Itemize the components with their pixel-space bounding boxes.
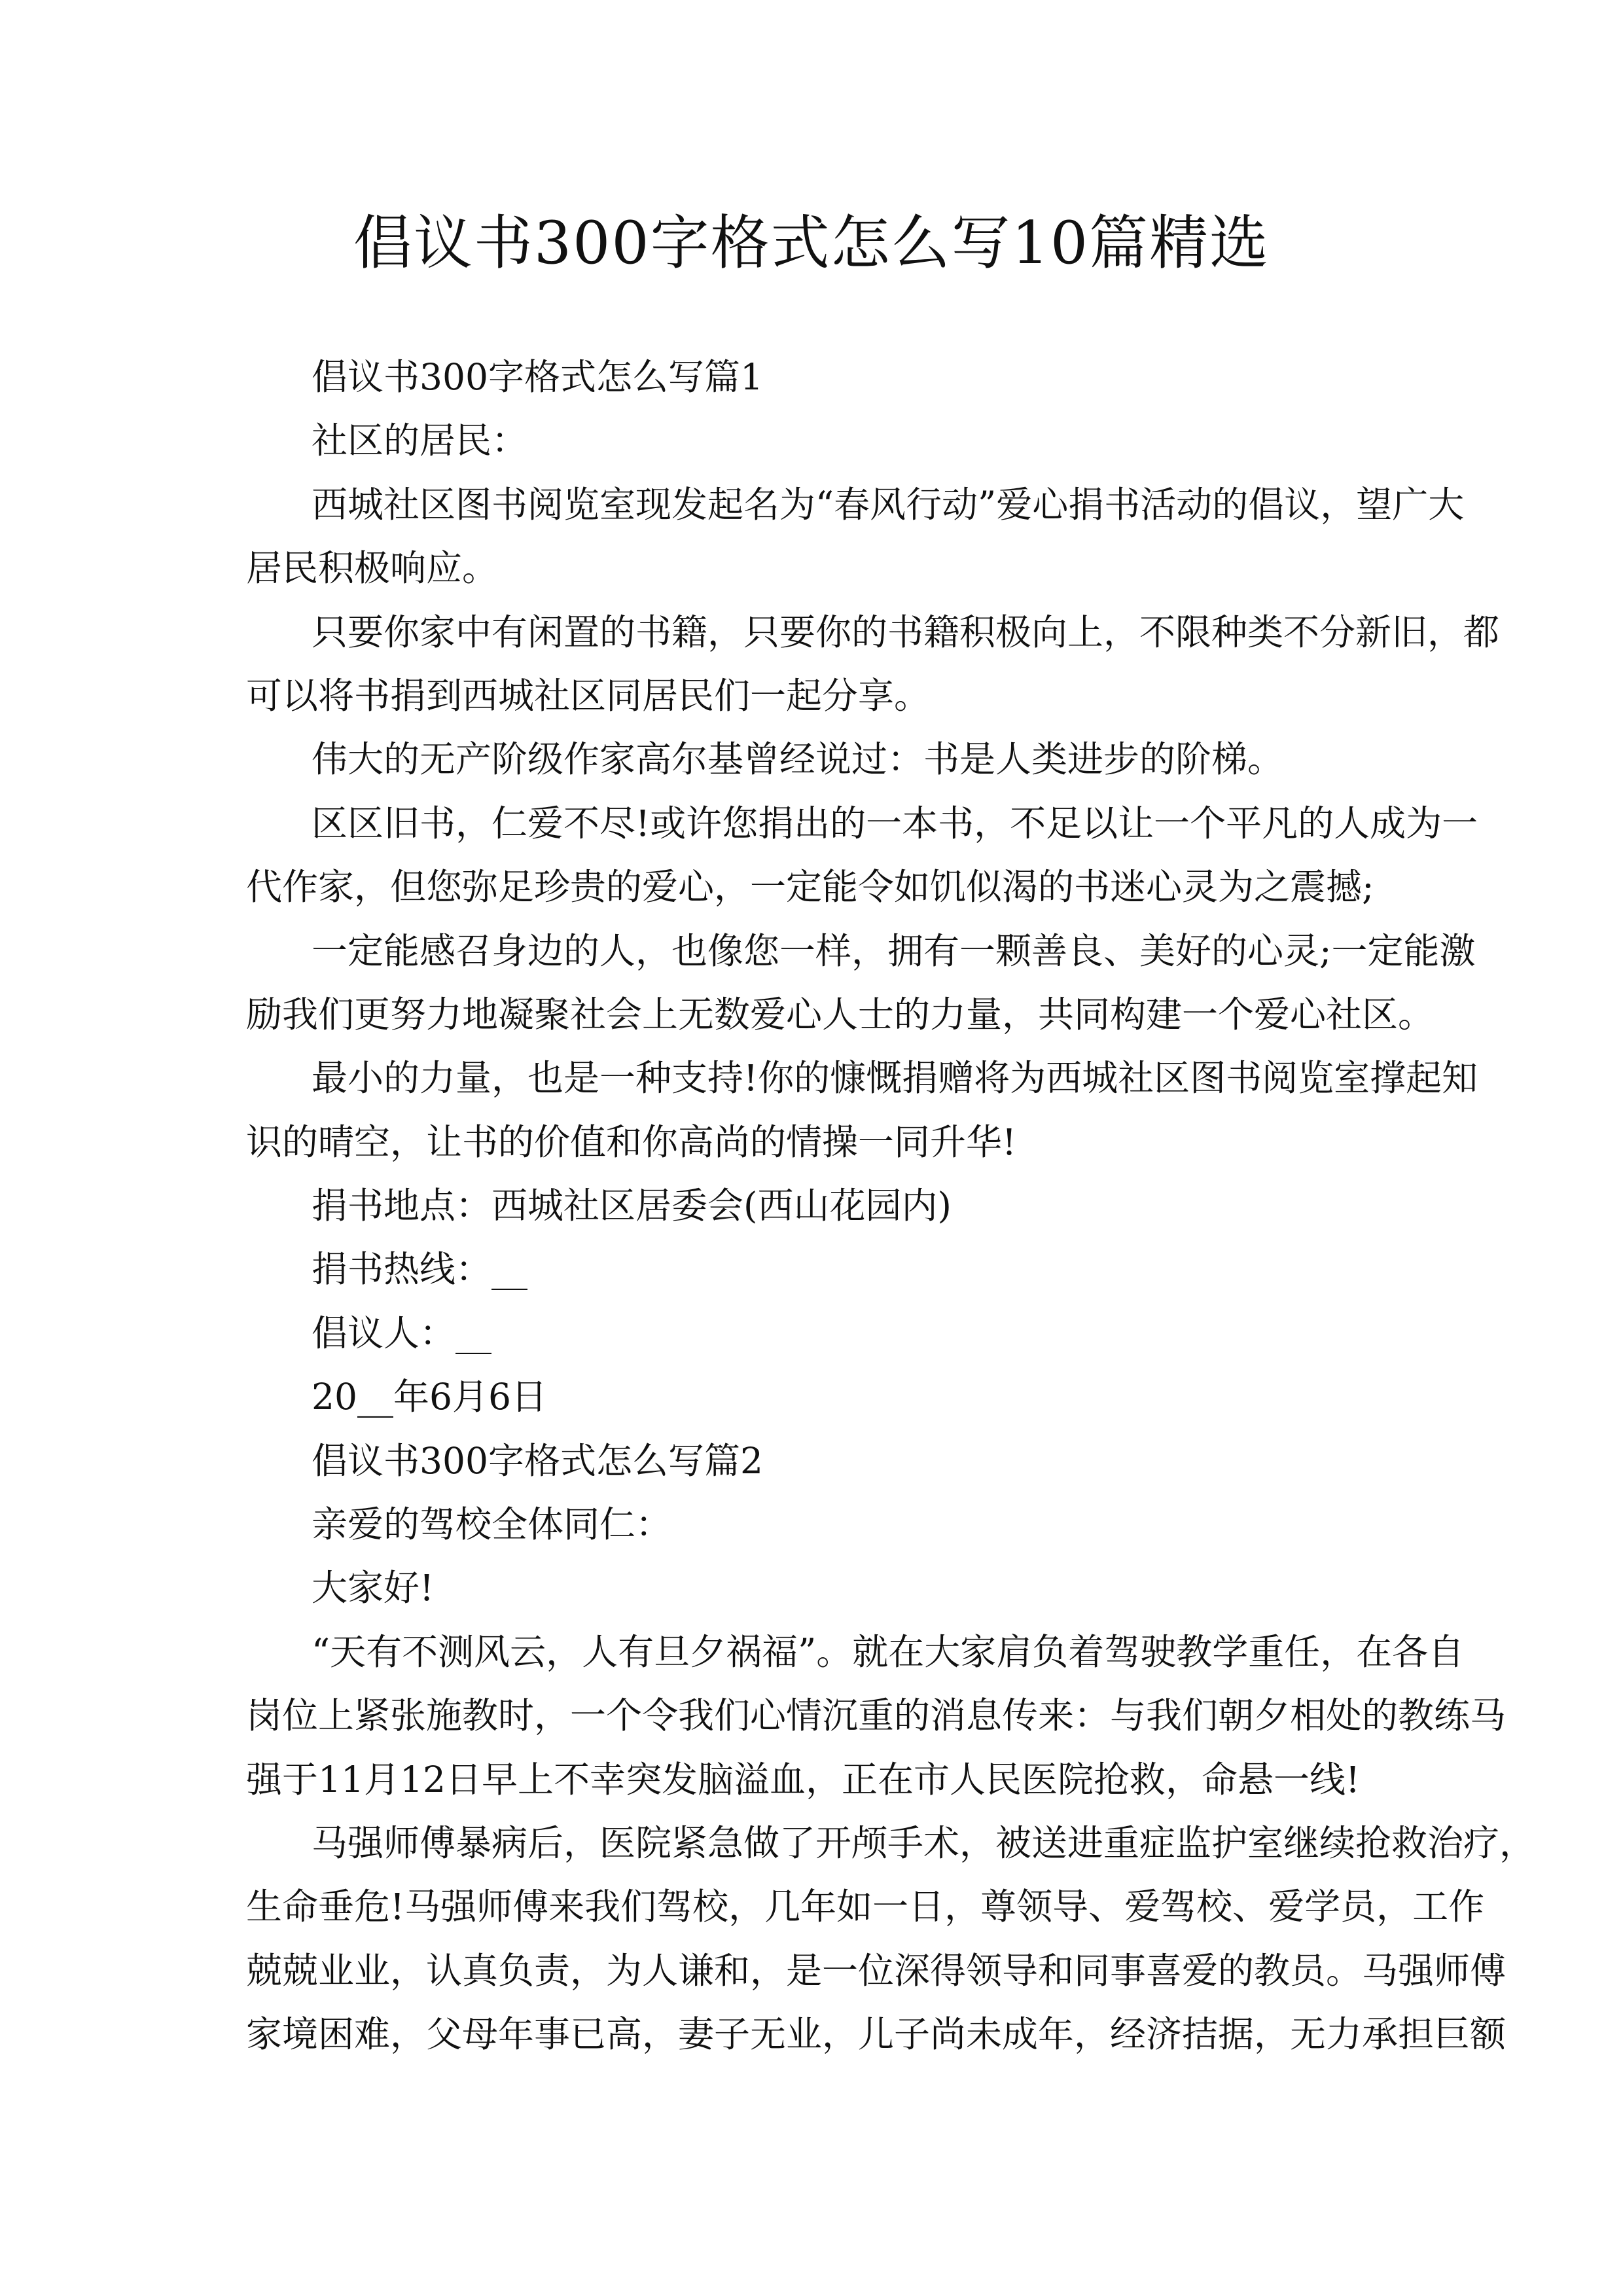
text-line: 亲爱的驾校全体同仁： xyxy=(312,1503,672,1546)
text-line: 20__年6月6日 xyxy=(312,1376,547,1418)
paragraph xyxy=(246,1174,1377,1238)
paragraph xyxy=(246,1302,1377,1365)
paragraph xyxy=(246,1621,1507,1812)
text-line: 居民积极响应。 xyxy=(246,547,499,590)
text-line: 兢兢业业，认真负责，为人谦和，是一位深得领导和同事喜爱的教员。马强师傅 xyxy=(246,1949,1507,1992)
paragraph xyxy=(246,601,1500,728)
text-line: 马强师傅暴病后，医院紧急做了开颅手术，被送进重症监护室继续抢救治疗， xyxy=(312,1821,1536,1864)
text-line: 一定能感召身边的人，也像您一样，拥有一颗善良、美好的心灵;一定能激 xyxy=(312,929,1476,972)
text-line: 岗位上紧张施教时，一个令我们心情沉重的消息传来：与我们朝夕相处的教练马 xyxy=(246,1695,1507,1737)
paragraph xyxy=(246,728,1377,791)
paragraph xyxy=(246,1812,1536,2067)
text-line: 倡议书300字格式怎么写篇2 xyxy=(312,1439,763,1482)
text-line: “天有不测风云，人有旦夕祸福”。就在大家肩负着驾驶教学重任，在各自 xyxy=(312,1630,1465,1673)
text-line: 倡议人：__ xyxy=(312,1312,492,1354)
text-line: 可以将书捐到西城社区同居民们一起分享。 xyxy=(246,674,931,717)
text-line: 代作家，但您弥足珍贵的爱心，一定能令如饥似渴的书迷心灵为之震撼; xyxy=(246,866,1374,908)
text-line: 只要你家中有闲置的书籍，只要你的书籍积极向上，不限种类不分新旧，都 xyxy=(312,611,1500,653)
text-line: 大家好! xyxy=(312,1567,435,1609)
text-line: 家境困难，父母年事已高，妻子无业，儿子尚未成年，经济拮据，无力承担巨额 xyxy=(246,2013,1507,2056)
paragraph xyxy=(246,1493,1377,1556)
text-line: 捐书地点：西城社区居委会(西山花园内) xyxy=(312,1185,952,1227)
text-line: 西城社区图书阅览室现发起名为“春风行动”爱心捐书活动的倡议，望广大 xyxy=(312,483,1465,526)
paragraph xyxy=(246,1238,1377,1301)
text-line: 捐书热线：__ xyxy=(312,1248,528,1291)
document-body xyxy=(246,346,1536,2067)
text-line: 最小的力量，也是一种支持!你的慷慨捐赠将为西城社区图书阅览室撑起知 xyxy=(312,1057,1478,1100)
paragraph xyxy=(246,792,1478,920)
text-line: 励我们更努力地凝聚社会上无数爱心人士的力量，共同构建一个爱心社区。 xyxy=(246,993,1435,1035)
paragraph xyxy=(246,1556,1377,1620)
paragraph xyxy=(246,920,1476,1047)
paragraph xyxy=(246,1365,1377,1429)
paragraph xyxy=(246,1047,1478,1174)
text-line: 倡议书300字格式怎么写篇1 xyxy=(312,356,763,398)
text-line: 识的晴空，让书的价值和你高尚的情操一同升华! xyxy=(246,1121,1017,1163)
document-title: 倡议书300字格式怎么写10篇精选 xyxy=(353,209,1270,278)
text-line: 区区旧书，仁爱不尽!或许您捐出的一本书，不足以让一个平凡的人成为一 xyxy=(312,802,1478,844)
text-line: 社区的居民： xyxy=(312,420,528,462)
text-line: 生命垂危!马强师傅来我们驾校，几年如一日，尊领导、爱驾校、爱学员，工作 xyxy=(246,1886,1485,1928)
paragraph xyxy=(246,409,1377,473)
paragraph xyxy=(246,473,1465,601)
paragraph xyxy=(246,346,1377,409)
text-line: 伟大的无产阶级作家高尔基曾经说过：书是人类进步的阶梯。 xyxy=(312,738,1284,781)
paragraph xyxy=(246,1429,1377,1493)
text-line: 强于11月12日早上不幸突发脑溢血，正在市人民医院抢救，命悬一线! xyxy=(246,1758,1361,1801)
